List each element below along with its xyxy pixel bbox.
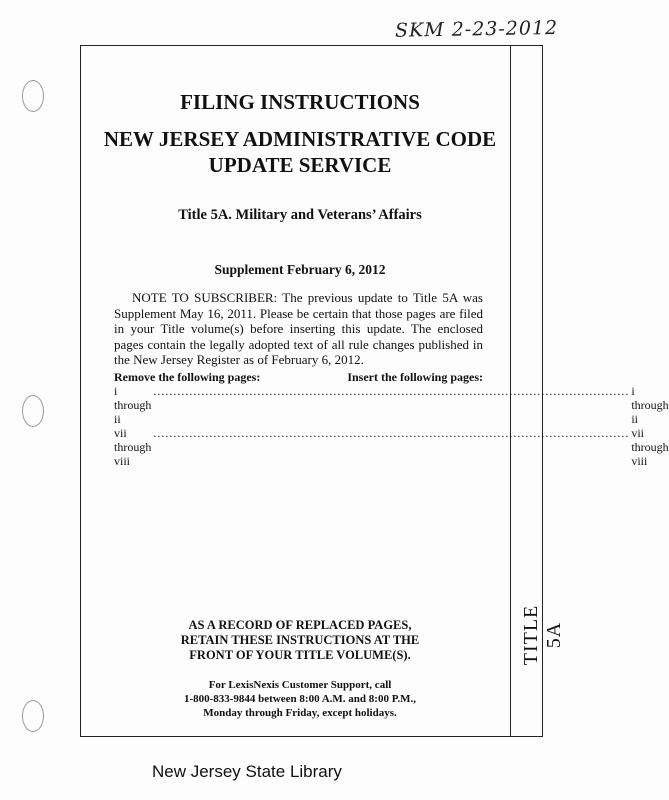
code-title-line2: UPDATE SERVICE xyxy=(208,153,392,177)
insert-header: Insert the following pages: xyxy=(347,370,483,384)
remove-pages: vii through viii xyxy=(114,426,152,468)
insert-pages: i through ii xyxy=(631,384,669,426)
punch-hole-icon xyxy=(22,700,44,732)
dot-leader: ....................................................................................................................... xyxy=(153,426,630,440)
insert-pages: vii through viii xyxy=(631,426,669,468)
code-title xyxy=(100,126,500,178)
support-line2: 1-800-833-9844 between 8:00 A.M. and 8:00 P.M., xyxy=(183,693,417,705)
pages-header xyxy=(114,370,483,384)
support-line1: For LexisNexis Customer Support, call xyxy=(208,679,392,691)
punch-hole-icon xyxy=(22,80,44,112)
record-line2: RETAIN THESE INSTRUCTIONS AT THE xyxy=(180,633,420,647)
remove-pages: i through ii xyxy=(114,384,152,426)
record-line3: FRONT OF YOUR TITLE VOLUME(S). xyxy=(189,648,411,662)
title-name: Title 5A. Military and Veterans’ Affairs xyxy=(178,207,422,223)
record-instructions xyxy=(100,618,500,663)
handwritten-note: SKM 2-23-2012 xyxy=(394,16,559,42)
subscriber-note: NOTE TO SUBSCRIBER: The previous update to Title 5A was Supplement May 16, 2011. Please be certain that those pages are filed in your Title volume(s) before inserting this update. The enclosed pages contain the legally adopted text of all rule changes published in the New Jersey Register as of February 6, 2012. xyxy=(114,290,483,368)
support-line3: Monday through Friday, except holidays. xyxy=(203,707,397,719)
table-row xyxy=(114,426,669,468)
code-title-line1: NEW JERSEY ADMINISTRATIVE CODE xyxy=(103,127,497,151)
library-stamp: New Jersey State Library xyxy=(152,762,342,781)
record-line1: AS A RECORD OF REPLACED PAGES, xyxy=(188,618,412,632)
punch-hole-icon xyxy=(22,395,44,427)
tab-label: TITLE 5A xyxy=(520,604,565,666)
customer-support xyxy=(100,678,500,720)
table-row xyxy=(114,384,669,426)
pages-table xyxy=(114,370,669,468)
remove-header: Remove the following pages: xyxy=(114,370,261,384)
dot-leader: ....................................................................................................................... xyxy=(153,384,630,398)
filing-title: FILING INSTRUCTIONS xyxy=(180,90,420,114)
supplement-date: Supplement February 6, 2012 xyxy=(214,262,386,277)
